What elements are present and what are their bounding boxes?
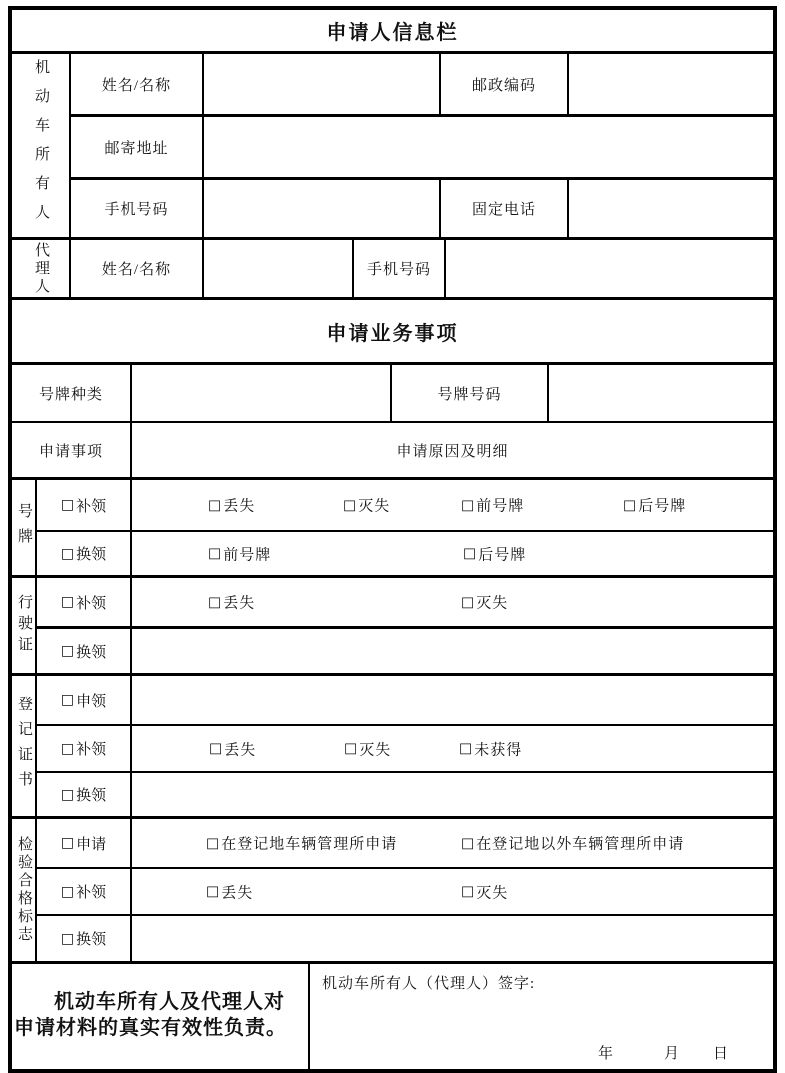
responsibility-statement: 机动车所有人及代理人对申请材料的真实有效性负责。	[14, 990, 287, 1039]
inspection-reissue-row	[37, 867, 773, 914]
cert-replace-options	[132, 773, 773, 816]
applicant-info-title: 申请人信息栏	[326, 22, 459, 44]
inspection-replace-options	[132, 916, 773, 961]
checkbox-icon: □	[461, 835, 475, 851]
owner-address-label: 邮寄地址	[71, 117, 204, 177]
option-label: 灭失	[358, 498, 391, 515]
inspection-apply-options	[132, 819, 773, 867]
option-label: 在登记地车辆管理所申请	[221, 836, 398, 853]
checkbox-icon: □	[60, 835, 75, 851]
checkbox-icon: □	[463, 545, 477, 562]
section-vehicle-license	[12, 575, 773, 673]
section-plate	[12, 477, 773, 575]
checkbox-icon: □	[60, 497, 75, 513]
application-item-label: 申请事项	[12, 423, 132, 477]
action-label: 补领	[76, 885, 107, 901]
checkbox-lost[interactable]	[206, 881, 253, 902]
option-label: 后号牌	[478, 547, 527, 563]
checkbox-destroyed[interactable]	[343, 495, 390, 516]
checkbox-icon: □	[208, 545, 222, 562]
checkbox-icon: □	[60, 786, 75, 803]
date-month-label: 月	[664, 1046, 680, 1062]
checkbox-icon: □	[60, 740, 75, 757]
section-plate-label: 号牌	[12, 480, 37, 575]
checkbox-icon: □	[461, 594, 475, 610]
checkbox-icon: □	[60, 930, 75, 947]
cert-reissue-row	[37, 724, 773, 771]
license-replace-row	[37, 626, 773, 673]
action-label: 换领	[76, 547, 107, 563]
inspection-replace-row	[37, 914, 773, 961]
section-vehicle-license-label: 行驶证	[12, 578, 37, 673]
checkbox-inspection-apply[interactable]	[37, 819, 132, 867]
plate-number-label: 号牌号码	[392, 365, 549, 421]
checkbox-destroyed[interactable]	[461, 881, 508, 902]
application-reason-label: 申请原因及明细	[396, 443, 509, 460]
option-label: 未获得	[474, 742, 523, 758]
option-label: 丢失	[221, 885, 254, 901]
action-label: 换领	[76, 932, 107, 948]
owner-phone-label: 固定电话	[441, 180, 569, 237]
owner-name-row	[71, 54, 773, 114]
owner-name-label: 姓名/名称	[71, 54, 204, 114]
signature-label: 机动车所有人（代理人）签字:	[322, 976, 536, 992]
checkbox-icon: □	[60, 643, 75, 659]
checkbox-front-plate[interactable]	[208, 543, 271, 564]
license-reissue-options	[132, 578, 773, 626]
checkbox-icon: □	[60, 594, 75, 610]
inspection-apply-row	[37, 819, 773, 867]
option-label: 灭失	[359, 742, 392, 758]
checkbox-cert-reissue[interactable]	[37, 726, 132, 771]
owner-postal-input[interactable]	[569, 54, 773, 114]
option-label: 前号牌	[476, 498, 525, 515]
checkbox-cert-replace[interactable]	[37, 773, 132, 816]
owner-mobile-input[interactable]	[204, 180, 441, 237]
business-items-title: 申请业务事项	[326, 322, 459, 345]
checkbox-lost[interactable]	[208, 495, 255, 516]
option-label: 后号牌	[638, 498, 687, 515]
checkbox-plate-replace[interactable]	[37, 532, 132, 575]
checkbox-lost[interactable]	[209, 738, 256, 759]
agent-name-input[interactable]	[204, 240, 354, 297]
checkbox-icon: □	[623, 497, 637, 513]
checkbox-inspection-replace[interactable]	[37, 916, 132, 961]
owner-phone-row	[71, 177, 773, 237]
item-header-row	[12, 421, 773, 477]
checkbox-license-reissue[interactable]	[37, 578, 132, 626]
owner-group-label: 机动车所有人	[12, 54, 71, 237]
responsibility-statement-cell	[12, 964, 310, 1069]
agent-row	[12, 237, 773, 297]
checkbox-license-replace[interactable]	[37, 629, 132, 673]
option-label: 灭失	[476, 885, 509, 901]
option-label: 灭失	[476, 595, 509, 612]
action-label: 申领	[76, 693, 107, 710]
plate-replace-options	[132, 532, 773, 575]
owner-mobile-label: 手机号码	[71, 180, 204, 237]
agent-mobile-input[interactable]	[446, 240, 773, 297]
checkbox-icon: □	[206, 835, 220, 851]
checkbox-icon: □	[461, 883, 475, 900]
checkbox-rear-plate[interactable]	[623, 495, 686, 516]
checkbox-not-obtained[interactable]	[459, 738, 522, 759]
business-items-header	[12, 297, 773, 362]
checkbox-icon: □	[343, 497, 357, 513]
agent-name-label: 姓名/名称	[71, 240, 204, 297]
checkbox-apply-at-registration-office[interactable]	[206, 833, 397, 854]
section-registration-cert-label: 登记证书	[12, 676, 37, 816]
option-label: 丢失	[224, 742, 257, 758]
checkbox-icon: □	[459, 740, 473, 757]
agent-mobile-label: 手机号码	[354, 240, 446, 297]
checkbox-lost[interactable]	[208, 592, 255, 613]
checkbox-plate-reissue[interactable]	[37, 480, 132, 530]
section-inspection-mark	[12, 816, 773, 961]
checkbox-icon: □	[208, 497, 222, 513]
owner-name-input[interactable]	[204, 54, 441, 114]
footer	[12, 961, 773, 1069]
owner-block	[12, 51, 773, 237]
checkbox-destroyed[interactable]	[344, 738, 391, 759]
section-registration-cert	[12, 673, 773, 816]
action-label: 换领	[76, 644, 107, 661]
checkbox-cert-apply[interactable]	[37, 676, 132, 724]
checkbox-icon: □	[60, 692, 75, 708]
cert-reissue-options	[132, 726, 773, 771]
license-reissue-row	[37, 578, 773, 626]
cert-replace-row	[37, 771, 773, 816]
plate-type-input[interactable]	[132, 365, 392, 421]
checkbox-apply-outside-registration-office[interactable]	[461, 833, 684, 854]
plate-reissue-row	[37, 480, 773, 530]
inspection-reissue-options	[132, 869, 773, 914]
action-label: 换领	[76, 788, 107, 804]
checkbox-icon: □	[208, 594, 222, 610]
action-label: 补领	[76, 595, 107, 612]
option-label: 丢失	[223, 498, 256, 515]
checkbox-icon: □	[60, 545, 75, 562]
plate-reissue-options	[132, 480, 773, 530]
plate-replace-row	[37, 530, 773, 575]
date-year-label: 年	[598, 1046, 614, 1062]
checkbox-icon: □	[60, 883, 75, 900]
owner-postal-label: 邮政编码	[441, 54, 569, 114]
checkbox-inspection-reissue[interactable]	[37, 869, 132, 914]
checkbox-icon: □	[344, 740, 358, 757]
cert-apply-options	[132, 676, 773, 724]
plate-number-input[interactable]	[549, 365, 773, 421]
action-label: 补领	[76, 742, 107, 758]
option-label: 在登记地以外车辆管理所申请	[476, 836, 685, 853]
vehicle-application-form	[8, 6, 777, 1073]
owner-address-input[interactable]	[204, 117, 773, 177]
section-inspection-mark-label: 检验合格标志	[12, 819, 37, 961]
owner-phone-input[interactable]	[569, 180, 773, 237]
option-label: 前号牌	[223, 547, 272, 563]
license-replace-options	[132, 629, 773, 673]
checkbox-icon: □	[206, 883, 220, 900]
option-label: 丢失	[223, 595, 256, 612]
signature-cell[interactable]	[310, 964, 773, 1069]
date-day-label: 日	[713, 1046, 729, 1062]
checkbox-destroyed[interactable]	[461, 592, 508, 613]
checkbox-rear-plate[interactable]	[463, 543, 526, 564]
applicant-info-header	[12, 10, 773, 51]
checkbox-front-plate[interactable]	[461, 495, 524, 516]
checkbox-icon: □	[209, 740, 223, 757]
agent-group-label: 代理人	[12, 240, 71, 297]
plate-row	[12, 362, 773, 421]
action-label: 补领	[76, 498, 107, 515]
cert-apply-row	[37, 676, 773, 724]
checkbox-icon: □	[461, 497, 475, 513]
owner-address-row	[71, 114, 773, 177]
plate-type-label: 号牌种类	[12, 365, 132, 421]
action-label: 申请	[76, 836, 107, 853]
